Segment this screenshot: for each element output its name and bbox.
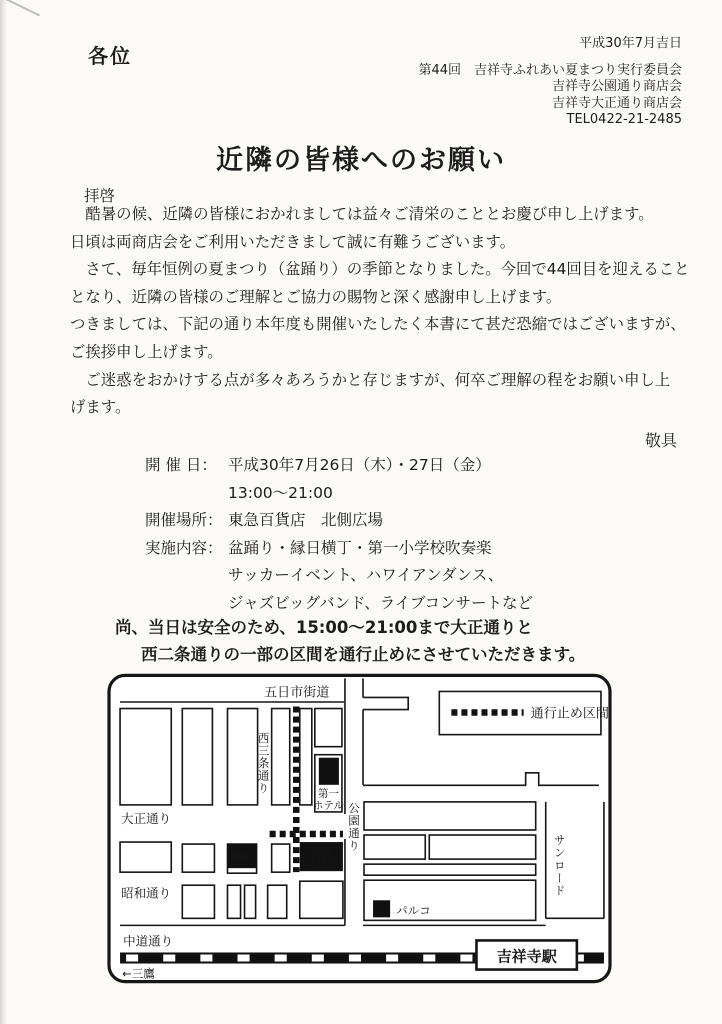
detail-value: ジャズビッグバンド、ライブコンサートなど — [228, 593, 534, 612]
road-label-koen-dori: 公園通り — [346, 801, 361, 853]
road-label-showa-dori: 昭和通り — [121, 885, 172, 901]
detail-row — [145, 590, 533, 618]
detail-row — [145, 452, 533, 480]
recipient: 各位 — [88, 44, 132, 68]
detail-row — [145, 535, 533, 563]
notice-line: 西二条通りの一部の区間を通行止めにさせていただきます。 — [141, 644, 586, 664]
sender-line: 吉祥寺大正通り商店会 — [551, 95, 682, 111]
letter-date: 平成30年7月吉日 — [579, 36, 682, 51]
sender-line: 吉祥寺公園通り商店会 — [551, 79, 682, 94]
body-line: つきましては、下記の通り本年度も開催いたしたく本書にて甚だ恐縮ではございますが、 — [70, 315, 686, 334]
detail-label — [145, 590, 228, 618]
body-line: 日頃は両商店会をご利用いただきまして誠に有難うございます。 — [70, 232, 516, 251]
tokyu-label-2: 百貨店 — [305, 857, 338, 870]
road-label-taisho-dori: 大正通り — [121, 810, 172, 826]
area-map-svg — [106, 672, 613, 986]
daiichi-hotel-label-2: ホテル — [312, 799, 344, 812]
detail-label: 実施内容： — [145, 538, 223, 557]
parco-label: パルコ — [396, 903, 431, 918]
road-label-sun-road: サンロード — [552, 834, 567, 897]
notice-line: 尚、当日は安全のため、15:00～21:00まで大正通りと — [115, 618, 533, 637]
detail-value: 盆踊り・縁日横丁・第一小学校吹奏楽 — [228, 538, 492, 557]
body-line: さて、毎年恒例の夏まつり（盆踊り）の季節となりました。今回で44回目を迎えること — [70, 260, 690, 279]
page-title: 近隣の皆様へのお願い — [216, 145, 506, 176]
area-map — [106, 672, 613, 986]
closing-keigu: 敬具 — [644, 431, 677, 450]
road-label-nishi-sanjo-dori: 西三条通り — [256, 731, 271, 795]
detail-value: 13:00～21:00 — [228, 483, 333, 502]
body-line: 酷暑の候、近隣の皆様におかれましては益々ご清栄のこととお慶び申し上げます。 — [70, 205, 654, 223]
body-line: ご挨拶申し上げます。 — [70, 342, 223, 361]
road-closure-notice — [115, 615, 585, 668]
legend-label: 通行止め区間 — [530, 706, 609, 722]
salutation: 拝啓 — [84, 187, 116, 205]
event-details — [145, 452, 533, 617]
daiichi-hotel-building — [319, 758, 339, 785]
detail-value: サッカーイベント、ハワイアンダンス、 — [228, 566, 504, 584]
sender-phone: TEL0422-21-2485 — [566, 112, 682, 127]
tokyu-label-1: 東急 — [310, 845, 332, 858]
detail-value: 東急百貨店 北側広場 — [228, 511, 384, 529]
detail-label: 開 催 日： — [145, 456, 217, 474]
body-line: ご迷惑をおかけする点が多々あろうかと存じますが、何卒ご理解の程をお願い申し上 — [70, 370, 671, 389]
detail-row — [145, 507, 533, 535]
direction-mitaka-label: ←三鷹 — [122, 966, 155, 981]
sender-block — [418, 36, 682, 129]
station-label: 吉祥寺駅 — [496, 947, 557, 966]
body-line: となり、近隣の皆様のご理解とご協力の賜物と深く感謝申し上げます。 — [70, 287, 562, 306]
detail-label — [145, 562, 228, 590]
letter-body — [70, 201, 690, 422]
sender-line: 第44回 吉祥寺ふれあい夏まつり実行委員会 — [418, 62, 682, 78]
fujimura-label: 藤村 — [231, 851, 254, 865]
road-label-itsukaichi-kaido: 五日市街道 — [264, 685, 330, 701]
detail-row — [145, 562, 533, 590]
scan-corner-artifact — [0, 0, 40, 16]
detail-value: 平成30年7月26日（木）・27日（金） — [228, 456, 491, 474]
detail-label: 開催場所： — [145, 511, 223, 529]
parco-building — [373, 900, 390, 917]
detail-label — [145, 480, 228, 508]
detail-row — [145, 480, 533, 508]
daiichi-hotel-label-1: 第一 — [317, 787, 339, 800]
road-label-nakamichi-dori: 中道通り — [123, 933, 174, 949]
body-line: げます。 — [70, 398, 131, 417]
